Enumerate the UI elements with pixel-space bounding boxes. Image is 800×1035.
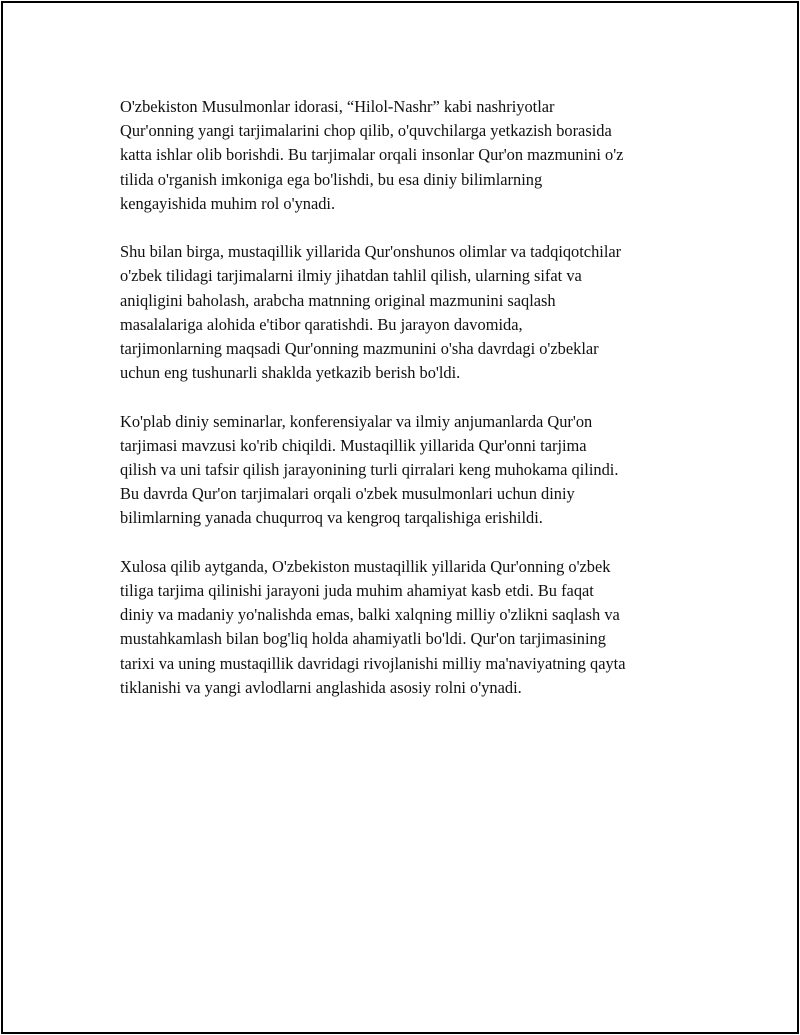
text-line: Qur'onning yangi tarjimalarini chop qilib, o'quvchilarga yetkazish borasida — [120, 121, 612, 141]
document-page — [1, 1, 799, 1034]
paragraph-3 — [120, 410, 720, 531]
text-line: mustahkamlash bilan bog'liq holda ahamiyatli bo'ldi. Qur'on tarjimasining — [120, 629, 606, 649]
text-line: masalalariga alohida e'tibor qaratishdi. Bu jarayon davomida, — [120, 314, 523, 334]
text-line: kengayishida muhim rol o'ynadi. — [120, 193, 336, 213]
text-line: diniy va madaniy yo'nalishda emas, balki xalqning milliy o'zlikni saqlash va — [120, 605, 620, 625]
text-line: tarjimonlarning maqsadi Qur'onning mazmunini o'sha davrdagi o'zbeklar — [120, 339, 599, 359]
text-line: tarjimasi mavzusi ko'rib chiqildi. Mustaqillik yillarida Qur'onni tarjima — [120, 435, 587, 455]
text-line: Ko'plab diniy seminarlar, konferensiyalar va ilmiy anjumanlarda Qur'on — [120, 411, 593, 431]
paragraph-2 — [120, 240, 720, 385]
text-line: katta ishlar olib borishdi. Bu tarjimalar orqali insonlar Qur'on mazmunini o'z — [120, 145, 624, 165]
text-line: uchun eng tushunarli shaklda yetkazib berish bo'ldi. — [120, 363, 461, 383]
text-line: Shu bilan birga, mustaqillik yillarida Qur'onshunos olimlar va tadqiqotchilar — [120, 242, 622, 262]
text-line: Xulosa qilib aytganda, O'zbekiston mustaqillik yillarida Qur'onning o'zbek — [120, 556, 611, 576]
paragraph-1 — [120, 95, 720, 216]
text-line: Bu davrda Qur'on tarjimalari orqali o'zbek musulmonlari uchun diniy — [120, 484, 575, 504]
text-line: tiklanishi va yangi avlodlarni anglashida asosiy rolni o'ynadi. — [120, 677, 522, 697]
text-line: tiliga tarjima qilinishi jarayoni juda muhim ahamiyat kasb etdi. Bu faqat — [120, 581, 594, 601]
text-line: tarixi va uning mustaqillik davridagi rivojlanishi milliy ma'naviyatning qayta — [120, 653, 626, 673]
text-line: o'zbek tilidagi tarjimalarni ilmiy jihatdan tahlil qilish, ularning sifat va — [120, 266, 582, 286]
text-line: qilish va uni tafsir qilish jarayonining turli qirralari keng muhokama qilindi. — [120, 460, 619, 480]
paragraph-4 — [120, 555, 720, 700]
text-line: tilida o'rganish imkoniga ega bo'lishdi, bu esa diniy bilimlarning — [120, 169, 543, 189]
text-line: O'zbekiston Musulmonlar idorasi, “Hilol-Nashr” kabi nashriyotlar — [120, 97, 555, 116]
document-body — [120, 95, 720, 724]
text-line: bilimlarning yanada chuqurroq va kengroq tarqalishiga erishildi. — [120, 508, 543, 528]
text-line: aniqligini baholash, arabcha matnning original mazmunini saqlash — [120, 290, 556, 310]
